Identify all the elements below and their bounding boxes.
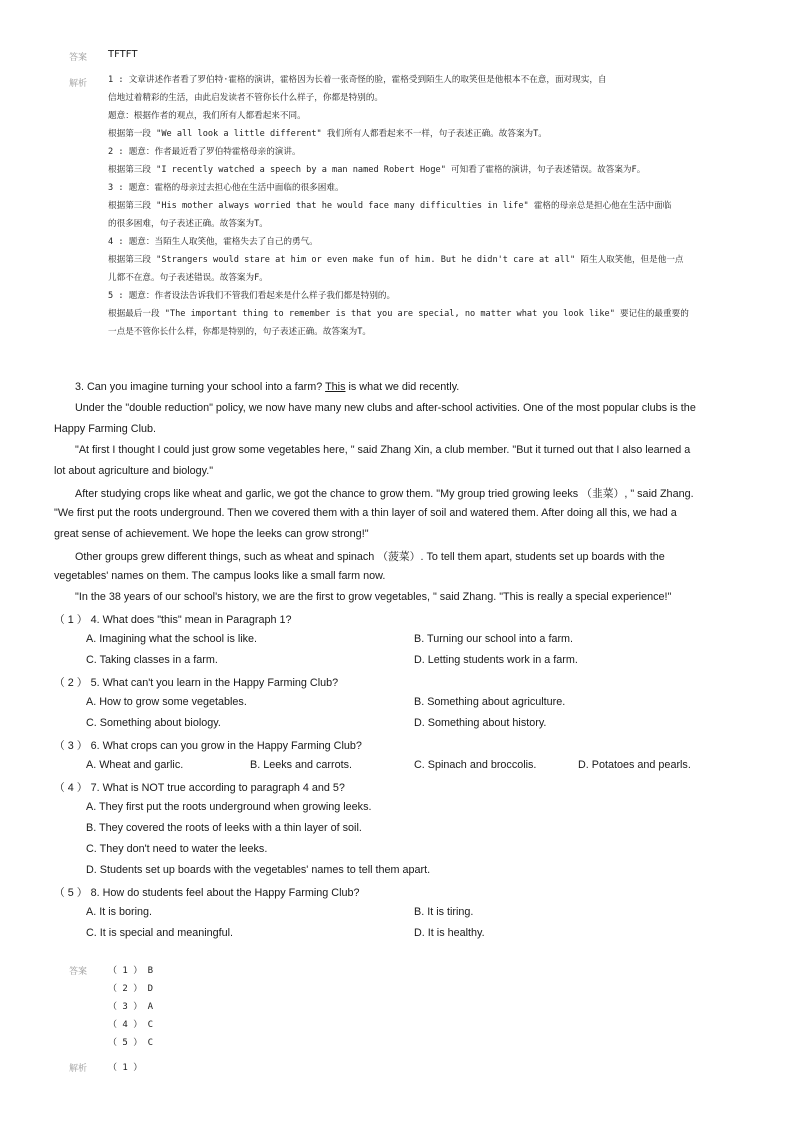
option-c[interactable]: C. They don't need to water the leeks.: [86, 843, 268, 855]
question-2: （ 2 ） 5. What can't you learn in the Happy Farming Club?: [54, 677, 339, 689]
option-c[interactable]: C. Something about biology.: [86, 717, 221, 729]
explanation-line: 根据第三段 "His mother always worried that he would face many difficulties in life" 霍格的母亲总是担心他在生活中面临: [108, 201, 672, 211]
explanation-line: 4 : 题意：当陌生人取笑他，霍格失去了自己的勇气。: [108, 237, 318, 247]
explanation-line: 5 : 题意：作者设法告诉我们不管我们看起来是什么样子我们都是特别的。: [108, 291, 396, 301]
option-d[interactable]: D. It is healthy.: [414, 927, 485, 939]
option-b[interactable]: B. Leeks and carrots.: [250, 759, 353, 771]
explanation-line: 根据第三段 "I recently watched a speech by a man named Robert Hoge" 可知看了霍格的演讲，句子表述错误。故答案为F。: [108, 165, 646, 175]
explanation-line: 儿都不在意。句子表述错误。故答案为F。: [108, 273, 268, 283]
answer-line: （ 1 ） B: [108, 966, 154, 976]
question-3: （ 3 ） 6. What crops can you grow in the Happy Farming Club?: [54, 740, 362, 752]
explanation-line: 题意：根据作者的观点，我们所有人都看起来不同。: [108, 111, 306, 121]
passage-line: Under the "double reduction" policy, we now have many new clubs and after-school activities. One of the most popular clubs is the: [75, 402, 696, 414]
answer-line: （ 5 ） C: [108, 1038, 154, 1048]
option-b[interactable]: B. They covered the roots of leeks with a thin layer of soil.: [86, 822, 362, 834]
explanation-line: 根据最后一段 "The important thing to remember is that you are special, no matter what you look like" 要记住的最重要的: [108, 309, 689, 319]
passage-line: "We first put the roots underground. Then we covered them with a thin layer of soil and watered them. After doing all this, we had a: [54, 507, 677, 519]
answer-label: 答案: [69, 967, 88, 977]
option-d[interactable]: D. Something about history.: [414, 717, 547, 729]
passage-line: "In the 38 years of our school's history, we are the first to grow vegetables, " said Zhang. "This is really a special experience!": [75, 591, 672, 603]
passage-line: "At first I thought I could just grow some vegetables here, " said Zhang Xin, a club member. "But it turned out that I also learned a: [75, 444, 691, 456]
option-b[interactable]: B. It is tiring.: [414, 906, 474, 918]
explanation-line: （ 1 ）: [108, 1063, 143, 1073]
passage-line: lot about agriculture and biology.": [54, 465, 214, 477]
explanation-line: 根据第一段 "We all look a little different" 我们所有人都看起来不一样，句子表述正确。故答案为T。: [108, 129, 547, 139]
explanation-line: 的很多困难，句子表述正确。故答案为T。: [108, 219, 268, 229]
explanation-label: 解析: [69, 1064, 88, 1074]
option-d[interactable]: D. Letting students work in a farm.: [414, 654, 578, 666]
option-a[interactable]: A. Imagining what the school is like.: [86, 633, 258, 645]
option-c[interactable]: C. Spinach and broccolis.: [414, 759, 537, 771]
option-a[interactable]: A. How to grow some vegetables.: [86, 696, 247, 708]
option-a[interactable]: A. They first put the roots underground when growing leeks.: [86, 801, 372, 813]
option-a[interactable]: A. It is boring.: [86, 906, 153, 918]
passage-line: great sense of achievement. We hope the leeks can grow strong!": [54, 528, 369, 540]
passage-line: vegetables' names on them. The campus looks like a small farm now.: [54, 570, 386, 582]
passage-line: Other groups grew different things, such as wheat and spinach （菠菜）. To tell them apart, students set up boards with the: [75, 551, 665, 563]
explanation-line: 信地过着精彩的生活，由此启发读者不管你长什么样子，你都是特别的。: [108, 93, 384, 103]
option-d[interactable]: D. Students set up boards with the vegetables' names to tell them apart.: [86, 864, 431, 876]
question-4: （ 4 ） 7. What is NOT true according to paragraph 4 and 5?: [54, 782, 345, 794]
answer-line: （ 2 ） D: [108, 984, 154, 994]
option-c[interactable]: C. Taking classes in a farm.: [86, 654, 218, 666]
answer-label: 答案: [69, 53, 88, 63]
question-5: （ 5 ） 8. How do students feel about the Happy Farming Club?: [54, 887, 360, 899]
answer-line: （ 4 ） C: [108, 1020, 154, 1030]
explanation-line: 一点是不管你长什么样，你都是特别的，句子表述正确。故答案为T。: [108, 327, 371, 337]
option-c[interactable]: C. It is special and meaningful.: [86, 927, 234, 939]
answer-value: TFTFT: [108, 49, 138, 60]
answer-line: （ 3 ） A: [108, 1002, 154, 1012]
option-b[interactable]: B. Something about agriculture.: [414, 696, 566, 708]
explanation-line: 1 : 文章讲述作者看了罗伯特·霍格的演讲，霍格因为长着一张奇怪的脸，霍格受到陌生人的取笑但是他根本不在意，面对现实，自: [108, 75, 607, 85]
explanation-line: 2 : 题意：作者最近看了罗伯特霍格母亲的演讲。: [108, 147, 301, 157]
passage-line: Happy Farming Club.: [54, 423, 157, 435]
question-1: （ 1 ） 4. What does "this" mean in Paragraph 1?: [54, 614, 292, 626]
passage-paragraph-1: 3. Can you imagine turning your school into a farm? This is what we did recently.: [75, 381, 460, 393]
option-d[interactable]: D. Potatoes and pearls.: [578, 759, 691, 771]
explanation-label: 解析: [69, 79, 88, 89]
option-a[interactable]: A. Wheat and garlic.: [86, 759, 184, 771]
option-b[interactable]: B. Turning our school into a farm.: [414, 633, 574, 645]
passage-line: After studying crops like wheat and garlic, we got the chance to grow them. "My group tried growing leeks （韭菜）, " said Zhang.: [75, 488, 694, 500]
explanation-line: 根据第三段 "Strangers would stare at him or even make fun of him. But he didn't care at all" 陌生人取笑他，但是他一点: [108, 255, 684, 265]
explanation-line: 3 : 题意：霍格的母亲过去担心他在生活中面临的很多困难。: [108, 183, 344, 193]
